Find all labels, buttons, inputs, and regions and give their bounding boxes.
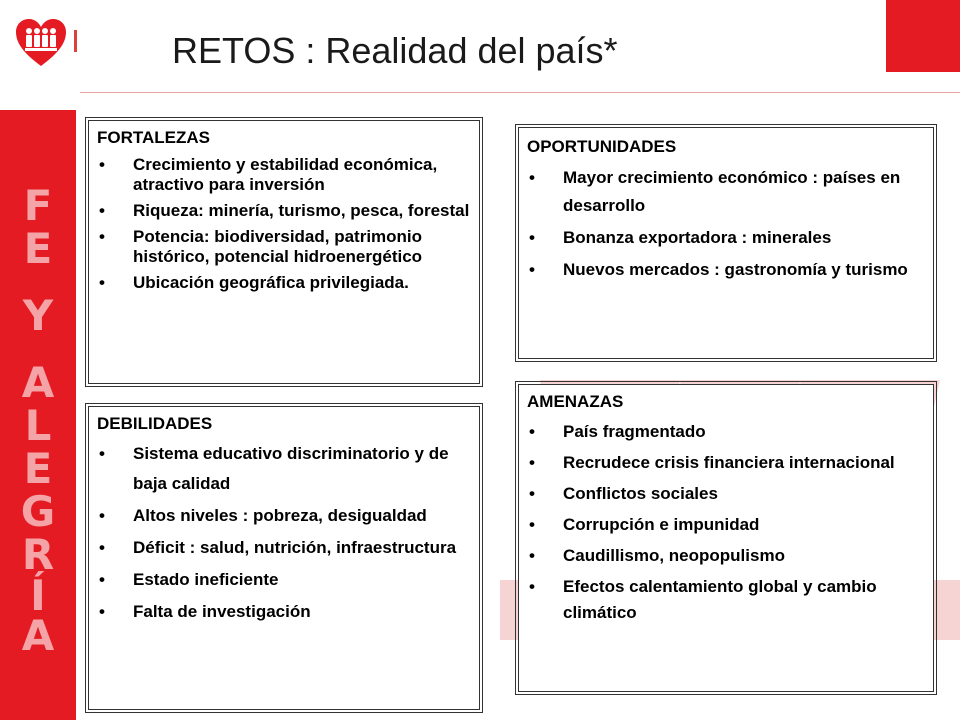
list-item: • Mayor crecimiento económico : países en desarrollo: [527, 164, 925, 220]
svg-text:E: E: [23, 444, 53, 493]
svg-text:A: A: [21, 611, 55, 660]
svg-text:G: G: [20, 487, 56, 536]
side-brand-band: [0, 110, 76, 720]
list-item: • Bonanza exportadora : minerales: [527, 224, 925, 252]
fortalezas-heading: FORTALEZAS: [97, 128, 211, 147]
svg-text:A: A: [21, 358, 55, 407]
oportunidades-box: [518, 127, 934, 359]
fe-y-alegria-heart-logo-icon: [14, 18, 68, 68]
svg-text:L: L: [24, 401, 52, 450]
amenazas-heading: AMENAZAS: [527, 392, 624, 411]
logo-divider: [74, 30, 77, 52]
debilidades-list: [97, 439, 471, 627]
side-brand-text: [0, 110, 76, 720]
header-divider: [80, 92, 960, 93]
oportunidades-heading: OPORTUNIDADES: [527, 137, 677, 156]
fortalezas-list: [97, 155, 471, 293]
amenazas-box: [518, 384, 934, 692]
fortalezas-box: [88, 120, 480, 384]
slide-title: RETOS : Realidad del país*: [172, 30, 618, 71]
list-item: • Ubicación geográfica privilegiada.: [97, 273, 471, 293]
amenazas-list: [527, 419, 925, 626]
list-item: • Estado ineficiente: [97, 565, 471, 595]
debilidades-heading: DEBILIDADES: [97, 414, 213, 433]
list-item: • Efectos calentamiento global y cambio climático: [527, 574, 925, 626]
list-item: • Altos niveles : pobreza, desigualdad: [97, 501, 471, 531]
list-item: • Corrupción e impunidad: [527, 512, 925, 538]
corner-accent: [886, 0, 960, 72]
list-item: • Recrudece crisis financiera internacional: [527, 450, 925, 476]
list-item: • Caudillismo, neopopulismo: [527, 543, 925, 569]
list-item: • Potencia: biodiversidad, patrimonio histórico, potencial hidroenergético: [97, 227, 471, 267]
oportunidades-list: [527, 164, 925, 284]
svg-text:Í: Í: [30, 571, 46, 620]
list-item: • Déficit : salud, nutrición, infraestructura: [97, 533, 471, 563]
svg-text:E: E: [23, 224, 53, 273]
list-item: • Falta de investigación: [97, 597, 471, 627]
list-item: • Nuevos mercados : gastronomía y turismo: [527, 256, 925, 284]
list-item: • País fragmentado: [527, 419, 925, 445]
svg-text:Y: Y: [22, 291, 54, 340]
list-item: • Crecimiento y estabilidad económica, atractivo para inversión: [97, 155, 471, 195]
svg-text:F: F: [23, 181, 53, 230]
list-item: • Sistema educativo discriminatorio y de baja calidad: [97, 439, 471, 499]
list-item: • Conflictos sociales: [527, 481, 925, 507]
svg-text:R: R: [21, 530, 55, 579]
debilidades-box: [88, 406, 480, 710]
list-item: • Riqueza: minería, turismo, pesca, forestal: [97, 201, 471, 221]
